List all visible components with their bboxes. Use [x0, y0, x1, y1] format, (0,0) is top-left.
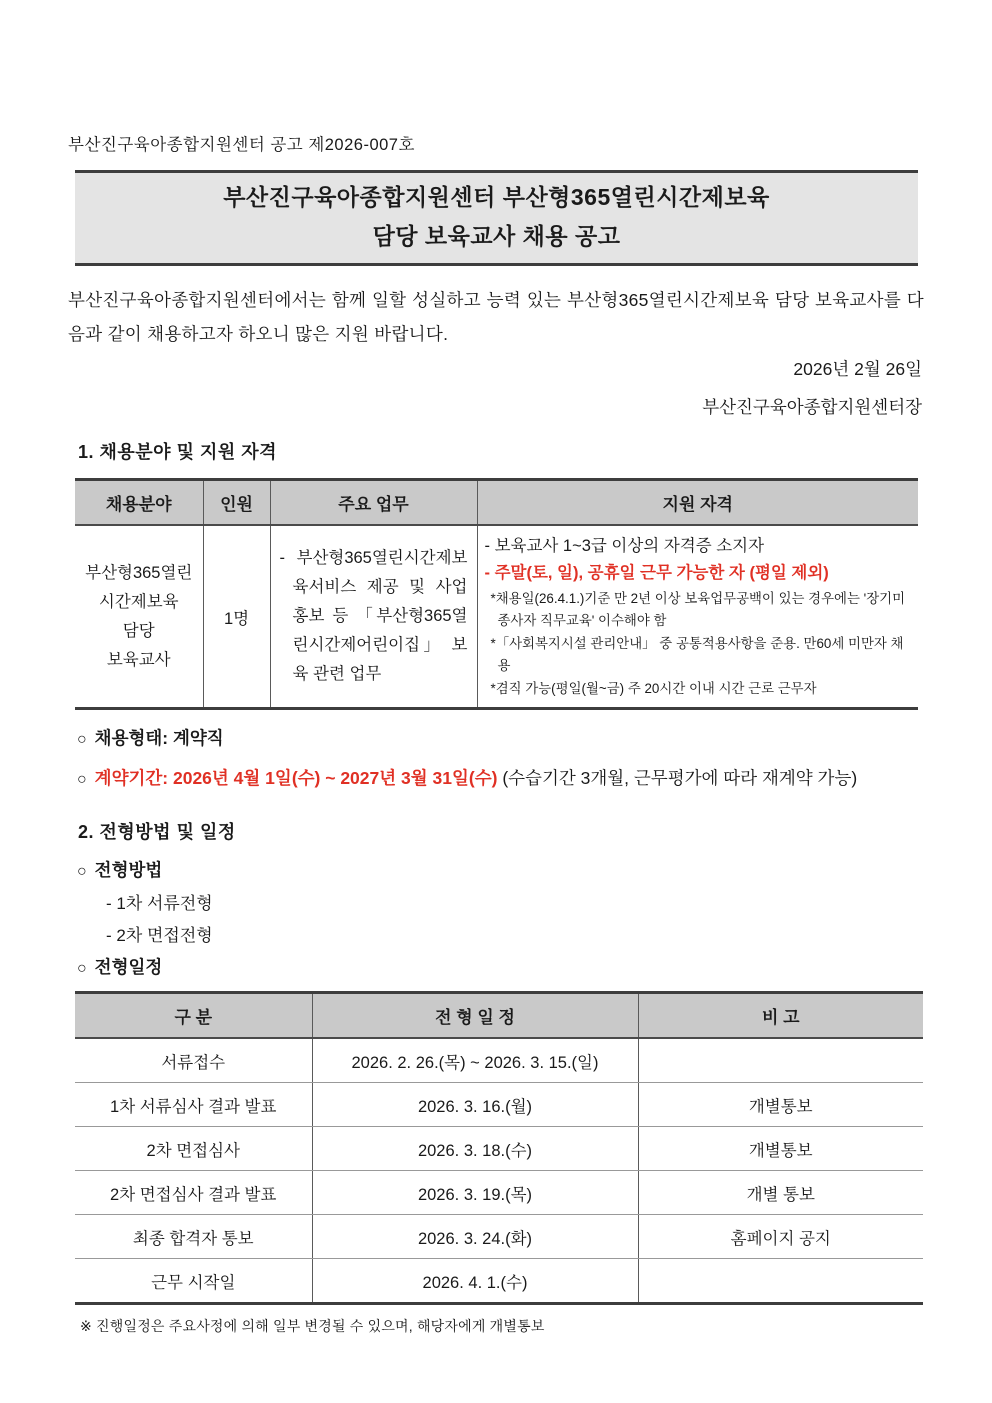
qualifications-cell: [477, 525, 918, 709]
schedule-category-cell: 2차 면접심사 결과 발표: [75, 1171, 312, 1215]
section1-heading: 1. 채용분야 및 지원 자격: [78, 442, 278, 462]
intro-paragraph: 부산진구육아종합지원센터에서는 함께 일할 성실하고 능력 있는 부산형365열린시간제보육 담당 보육교사를 다음과 같이 채용하고자 하오니 많은 지원 바랍니다.: [68, 290, 924, 344]
hiring-table: [75, 478, 918, 710]
title-line-2: 담당 보육교사 채용 공고: [372, 223, 621, 249]
schedule-label-line: [77, 954, 924, 979]
announcement-date: 2026년 2월 26일: [793, 359, 922, 379]
schedule-row: [75, 1171, 923, 1215]
title-line-1: 부산진구육아종합지원센터 부산형365열린시간제보육: [223, 184, 770, 210]
field-line: 시간제보육: [98, 592, 179, 611]
hiring-table-row: [75, 525, 918, 709]
hiring-header-count: 인원: [203, 480, 270, 526]
field-line: 보육교사: [106, 650, 171, 669]
schedule-note-cell: [638, 1038, 923, 1083]
schedule-note-cell: 개별통보: [638, 1127, 923, 1171]
field-cell: [75, 525, 203, 709]
schedule-row: [75, 1127, 923, 1171]
method-label: 전형방법: [94, 860, 163, 880]
signer: 부산진구육아종합지원센터장: [702, 397, 922, 417]
contract-period-line: [77, 765, 924, 790]
qualification-note: *채용일(26.4.1.)기준 만 2년 이상 보육업무공백이 있는 경우에는 '장기미종사자 직무교육' 이수해야 함: [490, 591, 906, 628]
schedule-header-note: 비 고: [638, 993, 923, 1039]
schedule-category-cell: 2차 면접심사: [75, 1127, 312, 1171]
method-label-line: [77, 857, 924, 882]
circle-bullet-icon: ○: [77, 863, 87, 880]
circle-bullet-icon: ○: [77, 731, 87, 748]
schedule-note-cell: [638, 1259, 923, 1304]
circle-bullet-icon: ○: [77, 960, 87, 977]
schedule-row: [75, 1259, 923, 1304]
schedule-header-row: [75, 993, 923, 1039]
schedule-category-cell: 최종 합격자 통보: [75, 1215, 312, 1259]
method-item: - 1차 서류전형: [106, 894, 213, 913]
field-line: 담당: [122, 621, 155, 640]
section2-heading: 2. 전형방법 및 일정: [78, 822, 236, 842]
hiring-header-field: 채용분야: [75, 480, 203, 526]
schedule-table: [75, 991, 923, 1305]
title-box: [75, 170, 918, 266]
schedule-date-cell: 2026. 3. 18.(수): [312, 1127, 638, 1171]
qualification-item-highlight: - 주말(토, 일), 공휴일 근무 가능한 자 (평일 제외): [484, 564, 829, 582]
reference-mark-icon: ※: [80, 1318, 92, 1334]
schedule-note-cell: 개별 통보: [638, 1171, 923, 1215]
count-cell: 1명: [203, 525, 270, 709]
schedule-footnote-text: 진행일정은 주요사정에 의해 일부 변경될 수 있으며, 해당자에게 개별통보: [96, 1318, 545, 1334]
circle-bullet-icon: ○: [77, 771, 87, 788]
contract-period-note: (수습기간 3개월, 근무평가에 따라 재계약 가능): [502, 768, 858, 788]
hiring-header-qualifications: 지원 자격: [477, 480, 918, 526]
schedule-header-date: 전 형 일 정: [312, 993, 638, 1039]
schedule-row: [75, 1038, 923, 1083]
schedule-note-cell: 홈페이지 공지: [638, 1215, 923, 1259]
schedule-date-cell: 2026. 3. 16.(월): [312, 1083, 638, 1127]
schedule-row: [75, 1083, 923, 1127]
hiring-header-duties: 주요 업무: [270, 480, 477, 526]
schedule-date-cell: 2026. 3. 24.(화): [312, 1215, 638, 1259]
schedule-label: 전형일정: [94, 957, 163, 977]
schedule-note-cell: 개별통보: [638, 1083, 923, 1127]
field-line: 부산형365열린: [85, 563, 193, 582]
qualification-note: *겸직 가능(평일(월~금) 주 20시간 이내 시간 근로 근무자: [490, 681, 817, 696]
schedule-row: [75, 1215, 923, 1259]
contract-period-dates: 계약기간: 2026년 4월 1일(수) ~ 2027년 3월 31일(수): [94, 768, 498, 788]
schedule-date-cell: 2026. 4. 1.(수): [312, 1259, 638, 1304]
schedule-date-cell: 2026. 2. 26.(목) ~ 2026. 3. 15.(일): [312, 1038, 638, 1083]
schedule-date-cell: 2026. 3. 19.(목): [312, 1171, 638, 1215]
schedule-category-cell: 서류접수: [75, 1038, 312, 1083]
employment-type-line: [77, 725, 924, 750]
qualification-item: - 보육교사 1~3급 이상의 자격증 소지자: [484, 537, 765, 555]
document-content: [68, 131, 924, 1336]
schedule-header-category: 구 분: [75, 993, 312, 1039]
notice-number: 부산진구육아종합지원센터 공고 제2026-007호: [68, 136, 415, 154]
qualification-note: *「사회복지시설 관리안내」 중 공통적용사항을 준용. 만60세 미만자 채용: [490, 636, 904, 673]
schedule-footnote: [80, 1316, 924, 1336]
duties-cell: - 부산형365열린시간제보육서비스 제공 및 사업 홍보 등 「부산형365열린시간제어린이집」 보육 관련 업무: [270, 525, 477, 709]
schedule-category-cell: 1차 서류심사 결과 발표: [75, 1083, 312, 1127]
method-item: - 2차 면접전형: [106, 926, 213, 945]
employment-type-text: 채용형태: 계약직: [94, 728, 224, 748]
hiring-table-header-row: [75, 480, 918, 526]
schedule-category-cell: 근무 시작일: [151, 1273, 236, 1292]
